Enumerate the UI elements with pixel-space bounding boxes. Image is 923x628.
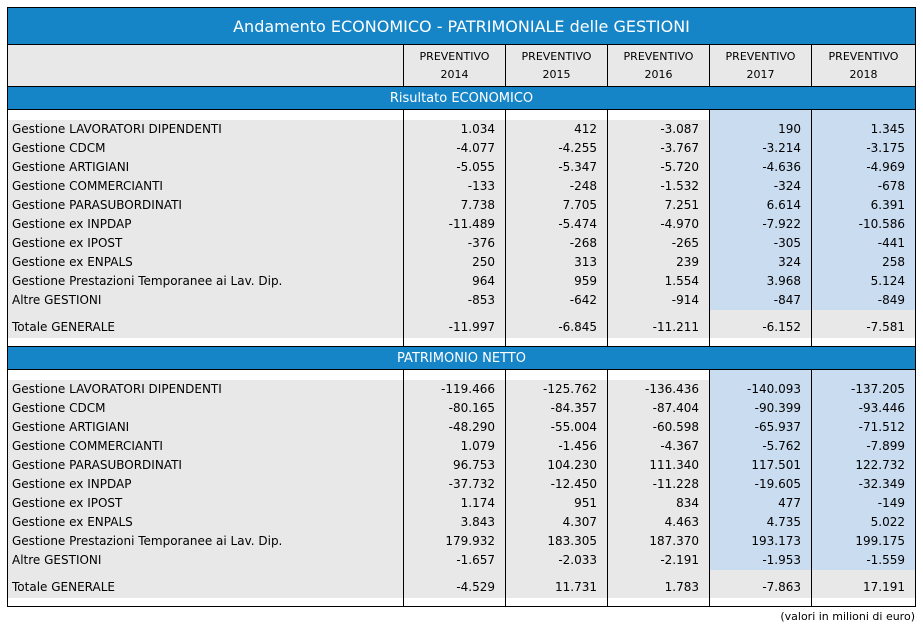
value-cell: -55.004 <box>506 418 608 437</box>
value-cell: -5.720 <box>608 158 710 177</box>
total-row <box>8 576 916 598</box>
empty-corner-cell <box>8 45 404 87</box>
value-cell: -1.532 <box>608 177 710 196</box>
value-cell: 239 <box>608 253 710 272</box>
value-cell: -849 <box>812 291 916 310</box>
spacer-cell <box>8 338 404 347</box>
col-header-2016: PREVENTIVO 2016 <box>608 45 710 87</box>
value-cell: -7.581 <box>812 316 916 338</box>
value-cell: 117.501 <box>710 456 812 475</box>
row-label: Gestione ex IPOST <box>8 494 404 513</box>
value-cell: -140.093 <box>710 380 812 399</box>
value-cell: 4.463 <box>608 513 710 532</box>
spacer-row <box>8 370 916 380</box>
value-cell: 3.968 <box>710 272 812 291</box>
col-header-2015: PREVENTIVO 2015 <box>506 45 608 87</box>
value-cell: -2.033 <box>506 551 608 570</box>
table-row <box>8 272 916 291</box>
table-row <box>8 380 916 399</box>
spacer-cell <box>608 338 710 347</box>
value-cell: 187.370 <box>608 532 710 551</box>
table-row <box>8 551 916 570</box>
row-label: Altre GESTIONI <box>8 551 404 570</box>
value-cell: 122.732 <box>812 456 916 475</box>
value-cell: 96.753 <box>404 456 506 475</box>
value-cell: -119.466 <box>404 380 506 399</box>
value-cell: 1.034 <box>404 120 506 139</box>
spacer-cell <box>812 338 916 347</box>
value-cell: -5.474 <box>506 215 608 234</box>
page-title: Andamento ECONOMICO - PATRIMONIALE delle GESTIONI <box>8 8 916 45</box>
value-cell: -4.077 <box>404 139 506 158</box>
table-row <box>8 253 916 272</box>
value-cell: -847 <box>710 291 812 310</box>
value-cell: -853 <box>404 291 506 310</box>
value-cell: -1.953 <box>710 551 812 570</box>
value-cell: 17.191 <box>812 576 916 598</box>
value-cell: -7.899 <box>812 437 916 456</box>
value-cell: 7.738 <box>404 196 506 215</box>
spacer-cell <box>404 370 506 380</box>
spacer-sm-row <box>8 338 916 347</box>
total-row <box>8 316 916 338</box>
value-cell: -11.997 <box>404 316 506 338</box>
value-cell: 959 <box>506 272 608 291</box>
value-cell: -248 <box>506 177 608 196</box>
value-cell: 7.251 <box>608 196 710 215</box>
row-label: Gestione ex IPOST <box>8 234 404 253</box>
table-row <box>8 399 916 418</box>
value-cell: -71.512 <box>812 418 916 437</box>
table-body <box>8 87 916 607</box>
value-cell: -6.152 <box>710 316 812 338</box>
col-header-2017: PREVENTIVO 2017 <box>710 45 812 87</box>
row-label: Altre GESTIONI <box>8 291 404 310</box>
value-cell: 183.305 <box>506 532 608 551</box>
value-cell: 7.705 <box>506 196 608 215</box>
value-cell: -305 <box>710 234 812 253</box>
value-cell: -4.529 <box>404 576 506 598</box>
value-cell: -149 <box>812 494 916 513</box>
value-cell: -6.845 <box>506 316 608 338</box>
value-cell: -5.762 <box>710 437 812 456</box>
value-cell: -2.191 <box>608 551 710 570</box>
value-cell: 250 <box>404 253 506 272</box>
column-header-row <box>8 45 916 87</box>
value-cell: -1.559 <box>812 551 916 570</box>
value-cell: -441 <box>812 234 916 253</box>
spacer-cell <box>608 598 710 607</box>
value-cell: 190 <box>710 120 812 139</box>
value-cell: -136.436 <box>608 380 710 399</box>
value-cell: 6.614 <box>710 196 812 215</box>
spacer-cell <box>812 110 916 120</box>
value-cell: 6.391 <box>812 196 916 215</box>
value-cell: -32.349 <box>812 475 916 494</box>
spacer-cell <box>812 598 916 607</box>
spacer-cell <box>608 370 710 380</box>
value-cell: -4.636 <box>710 158 812 177</box>
spacer-cell <box>506 338 608 347</box>
value-cell: -4.367 <box>608 437 710 456</box>
table-row <box>8 177 916 196</box>
value-cell: -80.165 <box>404 399 506 418</box>
table-row <box>8 158 916 177</box>
value-cell: -3.767 <box>608 139 710 158</box>
table-row <box>8 456 916 475</box>
gestioni-table <box>7 7 916 607</box>
row-label: Totale GENERALE <box>8 316 404 338</box>
value-cell: -65.937 <box>710 418 812 437</box>
value-cell: 193.173 <box>710 532 812 551</box>
table-row <box>8 234 916 253</box>
spacer-cell <box>8 370 404 380</box>
value-cell: 104.230 <box>506 456 608 475</box>
row-label: Gestione CDCM <box>8 139 404 158</box>
section-header: PATRIMONIO NETTO <box>8 347 916 370</box>
value-cell: 313 <box>506 253 608 272</box>
row-label: Totale GENERALE <box>8 576 404 598</box>
value-cell: -5.055 <box>404 158 506 177</box>
table-row <box>8 139 916 158</box>
value-cell: 1.079 <box>404 437 506 456</box>
value-cell: -11.228 <box>608 475 710 494</box>
value-cell: -137.205 <box>812 380 916 399</box>
spacer-cell <box>506 370 608 380</box>
value-cell: 179.932 <box>404 532 506 551</box>
row-label: Gestione COMMERCIANTI <box>8 437 404 456</box>
value-cell: -324 <box>710 177 812 196</box>
value-cell: -1.657 <box>404 551 506 570</box>
value-cell: -87.404 <box>608 399 710 418</box>
value-cell: 4.735 <box>710 513 812 532</box>
value-cell: -914 <box>608 291 710 310</box>
value-cell: -3.214 <box>710 139 812 158</box>
value-cell: -7.922 <box>710 215 812 234</box>
spacer-cell <box>404 338 506 347</box>
spacer-cell <box>812 370 916 380</box>
spacer-cell <box>710 370 812 380</box>
value-cell: -84.357 <box>506 399 608 418</box>
value-cell: -376 <box>404 234 506 253</box>
value-cell: -48.290 <box>404 418 506 437</box>
value-cell: 477 <box>710 494 812 513</box>
spacer-cell <box>608 110 710 120</box>
spacer-cell <box>8 110 404 120</box>
row-label: Gestione ex INPDAP <box>8 475 404 494</box>
table-row <box>8 418 916 437</box>
value-cell: -11.211 <box>608 316 710 338</box>
value-cell: 199.175 <box>812 532 916 551</box>
value-cell: 1.554 <box>608 272 710 291</box>
spacer-cell <box>8 598 404 607</box>
row-label: Gestione Prestazioni Temporanee ai Lav. Dip. <box>8 532 404 551</box>
value-cell: -265 <box>608 234 710 253</box>
footer-note: (valori in milioni di euro) <box>780 610 915 623</box>
value-cell: -3.175 <box>812 139 916 158</box>
value-cell: -125.762 <box>506 380 608 399</box>
value-cell: 3.843 <box>404 513 506 532</box>
table-row <box>8 215 916 234</box>
row-label: Gestione ex ENPALS <box>8 513 404 532</box>
col-header-2018: PREVENTIVO 2018 <box>812 45 916 87</box>
value-cell: 5.022 <box>812 513 916 532</box>
value-cell: -19.605 <box>710 475 812 494</box>
row-label: Gestione COMMERCIANTI <box>8 177 404 196</box>
value-cell: -10.586 <box>812 215 916 234</box>
spacer-sm-row <box>8 598 916 607</box>
spacer-cell <box>710 110 812 120</box>
value-cell: 1.174 <box>404 494 506 513</box>
value-cell: 258 <box>812 253 916 272</box>
value-cell: 1.783 <box>608 576 710 598</box>
value-cell: 111.340 <box>608 456 710 475</box>
value-cell: -12.450 <box>506 475 608 494</box>
value-cell: -11.489 <box>404 215 506 234</box>
spacer-cell <box>404 598 506 607</box>
section-header-row <box>8 347 916 370</box>
row-label: Gestione LAVORATORI DIPENDENTI <box>8 380 404 399</box>
value-cell: -642 <box>506 291 608 310</box>
section-header-row <box>8 87 916 110</box>
table-row <box>8 196 916 215</box>
value-cell: 1.345 <box>812 120 916 139</box>
value-cell: 964 <box>404 272 506 291</box>
table-row <box>8 437 916 456</box>
value-cell: -678 <box>812 177 916 196</box>
table-row <box>8 120 916 139</box>
spacer-cell <box>506 598 608 607</box>
value-cell: -133 <box>404 177 506 196</box>
row-label: Gestione ex INPDAP <box>8 215 404 234</box>
value-cell: 5.124 <box>812 272 916 291</box>
row-label: Gestione ARTIGIANI <box>8 418 404 437</box>
table-row <box>8 291 916 310</box>
value-cell: -4.970 <box>608 215 710 234</box>
table-row <box>8 532 916 551</box>
row-label: Gestione Prestazioni Temporanee ai Lav. Dip. <box>8 272 404 291</box>
value-cell: -268 <box>506 234 608 253</box>
value-cell: 834 <box>608 494 710 513</box>
value-cell: -37.732 <box>404 475 506 494</box>
value-cell: -60.598 <box>608 418 710 437</box>
row-label: Gestione PARASUBORDINATI <box>8 456 404 475</box>
table-row <box>8 475 916 494</box>
spacer-cell <box>710 338 812 347</box>
section-header: Risultato ECONOMICO <box>8 87 916 110</box>
spacer-cell <box>404 110 506 120</box>
value-cell: 412 <box>506 120 608 139</box>
spacer-cell <box>710 598 812 607</box>
value-cell: 11.731 <box>506 576 608 598</box>
value-cell: -1.456 <box>506 437 608 456</box>
value-cell: -7.863 <box>710 576 812 598</box>
value-cell: -5.347 <box>506 158 608 177</box>
table-row <box>8 513 916 532</box>
spacer-row <box>8 110 916 120</box>
row-label: Gestione ex ENPALS <box>8 253 404 272</box>
row-label: Gestione PARASUBORDINATI <box>8 196 404 215</box>
value-cell: -93.446 <box>812 399 916 418</box>
value-cell: -3.087 <box>608 120 710 139</box>
value-cell: 951 <box>506 494 608 513</box>
col-header-2014: PREVENTIVO 2014 <box>404 45 506 87</box>
row-label: Gestione CDCM <box>8 399 404 418</box>
value-cell: -4.255 <box>506 139 608 158</box>
table-row <box>8 494 916 513</box>
value-cell: -4.969 <box>812 158 916 177</box>
row-label: Gestione ARTIGIANI <box>8 158 404 177</box>
value-cell: 324 <box>710 253 812 272</box>
value-cell: -90.399 <box>710 399 812 418</box>
value-cell: 4.307 <box>506 513 608 532</box>
row-label: Gestione LAVORATORI DIPENDENTI <box>8 120 404 139</box>
spacer-cell <box>506 110 608 120</box>
